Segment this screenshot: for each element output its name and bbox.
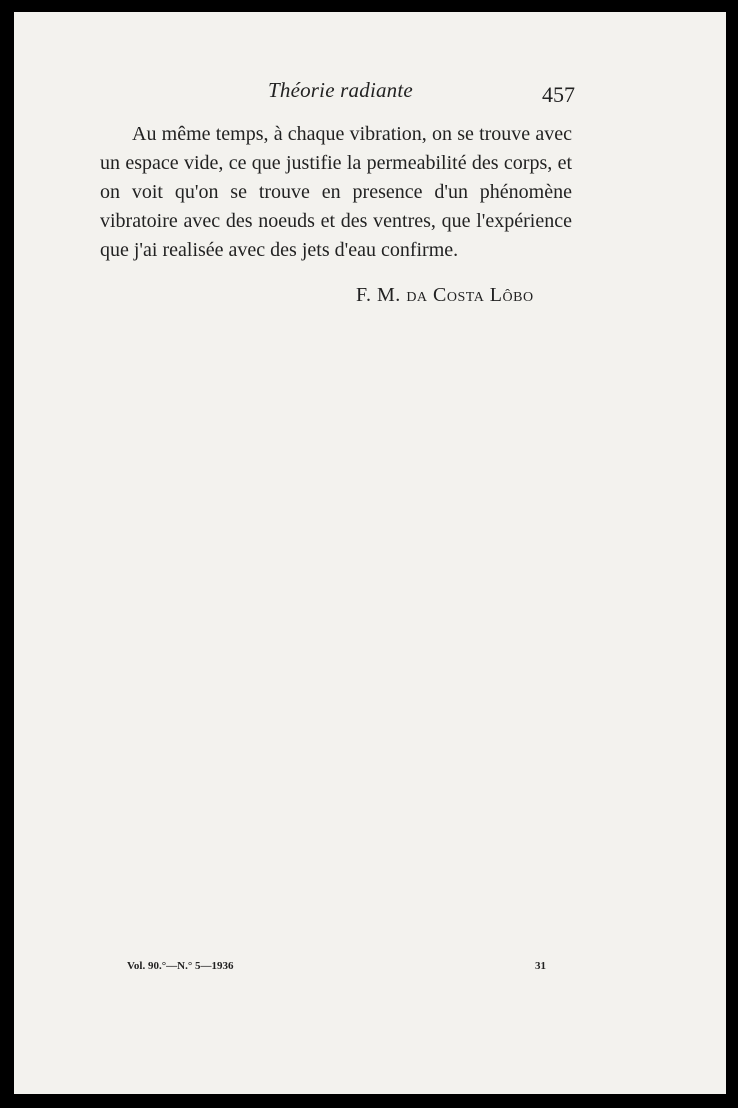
body-text [100, 120, 572, 265]
running-title: Théorie radiante [268, 78, 413, 102]
document-page [14, 12, 726, 1094]
author-initials: F. M. [356, 284, 401, 306]
footer-signature-mark: 31 [535, 960, 546, 972]
author-signature [356, 284, 534, 307]
paragraph: Au même temps, à chaque vibration, on se trouve avec un espace vide, ce que justifie la permeabilité des corps, et on voit qu'on se trouve en presence d'un phénomène vibratoire avec des noeuds et des ventres, que l'expérience que j'ai realisée avec des jets d'eau confirme. [100, 123, 572, 261]
page-number: 457 [542, 82, 575, 107]
footer-volume: Vol. 90.°—N.° 5—1936 [127, 960, 234, 972]
author-name: da Costa Lôbo [406, 284, 534, 306]
